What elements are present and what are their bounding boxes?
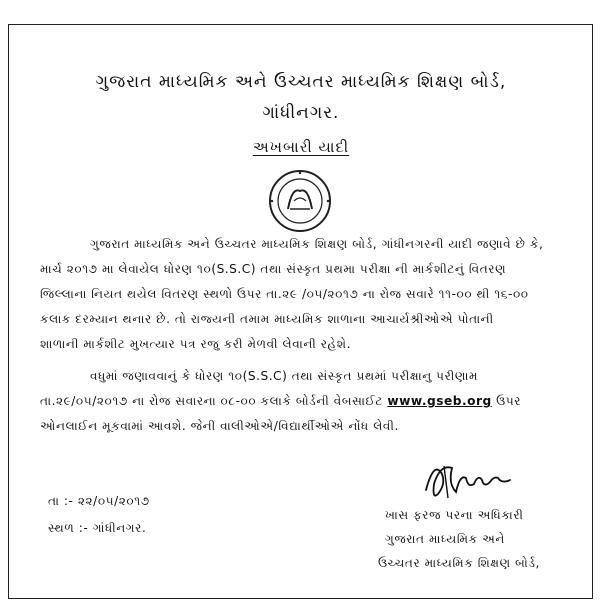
signatory-title: ખાસ ફરજ પરના અધિકારી — [385, 508, 524, 522]
para1-line3: જિલ્લાના નિયત થયેલ વિતરણ સ્થળો ઉપર તા.૨૯ /૦૫/૨૦૧૭ ના રોજ સવારે ૧૧-૦૦ થી ૧૬-૦૦ — [40, 287, 529, 301]
para1-line1: ગુજરાત માધ્યમિક અને ઉચ્ચતર માધ્યમિક શિક્ષણ બોર્ડ, ગાંધીનગરની યાદી જણાવે છે કે, — [90, 237, 544, 251]
para1-line5: શાળાની માર્કશીટ મુખત્યાર પત્ર રજુ કરી મેળવી લેવાની રહેશે. — [40, 337, 351, 351]
para2-line3: ઓનલાઈન મૂકવામાં આવશે. જેની વાલીઓએ/વિદ્યાર્થીઓએ નોંધ લેવી. — [40, 419, 399, 433]
para1-line4: કલાક દરમ્યાન થનાર છે. તો રાજ્યની તમામ માધ્યમિક શાળાના આચાર્યશ્રીઓએ પોતાની — [40, 312, 494, 326]
para2-line2-text: તા.૨૯/૦૫/૨૦૧૭ ના રોજ સવારના ૦૮-૦૦ કલાકે બોર્ડની વેબસાઈટ — [40, 394, 384, 408]
website-link[interactable]: www.gseb.org — [387, 394, 492, 408]
date-label: તા :- ૨૨/૦૫/૨૦૧૭ — [48, 494, 150, 508]
signature-icon — [420, 454, 520, 504]
signatory-org-line1: ગુજરાત માધ્યમિક અને — [385, 532, 505, 546]
para2-line2 — [40, 394, 521, 409]
board-name-heading: ગુજરાત માધ્યમિક અને ઉચ્ચતર માધ્યમિક શિક્ષણ બોર્ડ, — [95, 72, 507, 92]
press-release-title: અખબારી યાદી — [252, 138, 350, 156]
place-label: સ્થળ :- ગાંધીનગર. — [48, 521, 147, 535]
para2-line1: વધુમાં જણાવવાનું કે ધોરણ ૧૦(S.S.C) તથા સંસ્કૃત પ્રથમાં પરીક્ષાનુ પરીણામ — [90, 369, 479, 383]
para1-line2: માર્ચ ૨૦૧૭ મા લેવાયેલ ધોરણ ૧૦(S.S.C) તથા સંસ્કૃત પ્રથમા પરીક્ષા ની માર્કશીટનું વિતરણ — [40, 262, 507, 276]
para2-line2-suffix: ઉપર — [496, 394, 522, 408]
board-seal-logo-icon — [268, 169, 332, 233]
city-heading: ગાંધીનગર. — [262, 103, 340, 123]
signatory-org-line2: ઉચ્ચતર માધ્યમિક શિક્ષણ બોર્ડ, — [378, 556, 540, 570]
